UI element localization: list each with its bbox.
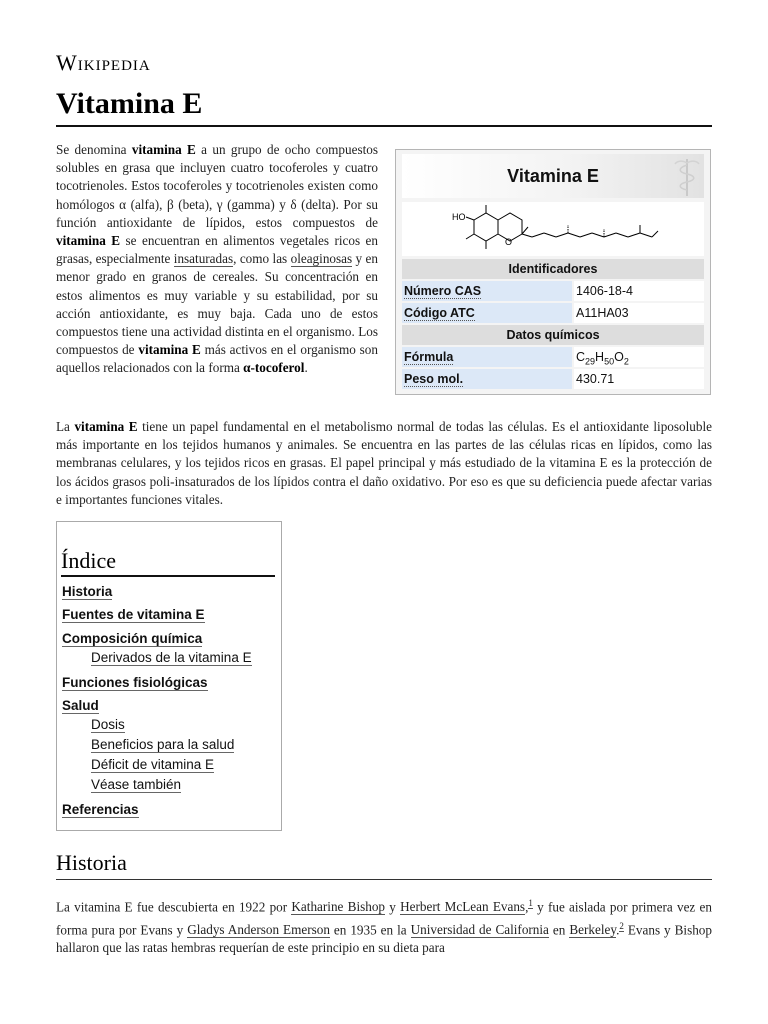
cas-label[interactable]: Número CAS bbox=[404, 284, 482, 298]
svg-text:O: O bbox=[505, 237, 513, 247]
toc-item-label: Historia bbox=[62, 584, 113, 599]
table-of-contents bbox=[56, 521, 282, 831]
toc-item-label: Composición química bbox=[62, 631, 203, 646]
toc-title: Índice bbox=[61, 548, 275, 577]
toc-item[interactable] bbox=[91, 650, 252, 665]
infobox-row-atc bbox=[402, 303, 704, 323]
toc-item-label: Déficit de vitamina E bbox=[91, 757, 215, 772]
toc-item-label: Fuentes de vitamina E bbox=[62, 607, 205, 622]
infobox-row-cas bbox=[402, 281, 704, 301]
toc-item[interactable] bbox=[62, 607, 205, 622]
toc-item[interactable] bbox=[91, 777, 181, 792]
historia-paragraph: La vitamina E fue descubierta en 1922 por Katharine Bishop y Herbert McLean Evans,$^1$ y fue aislada por primera vez en forma pura por Evans y Gladys Anderson Emerson en 1935 en la Universidad de California en Berkeley.$^2$ Evans y Bishop hallaron que las ratas hembras requerían de este principio en su dieta para bbox=[56, 898, 712, 956]
infobox bbox=[395, 149, 711, 395]
toc-item-label: Salud bbox=[62, 698, 99, 713]
infobox-row-mass bbox=[402, 369, 704, 389]
infobox-section-chemical: Datos químicos bbox=[402, 325, 704, 345]
tocopherol-structure-icon bbox=[446, 203, 660, 255]
link-insaturadas[interactable]: insaturadas bbox=[173, 251, 234, 267]
link-berkeley[interactable]: Berkeley bbox=[569, 921, 617, 937]
toc-item[interactable] bbox=[62, 675, 208, 690]
title-divider bbox=[56, 125, 712, 127]
caduceus-icon bbox=[674, 157, 700, 197]
mass-label[interactable]: Peso mol. bbox=[404, 372, 464, 386]
toc-item[interactable] bbox=[62, 631, 202, 646]
formula-label[interactable]: Fórmula bbox=[404, 350, 454, 364]
infobox-section-identifiers: Identificadores bbox=[402, 259, 704, 279]
body-paragraph: La vitamina E tiene un papel fundamental en el metabolismo normal de todas las células. Es el antioxidante liposoluble más importante en los tejidos humanos y animales. Se encuentra en las partes de las células ricas en lípidos, como las membranas celulares, y los tejidos ricos en grasas. El papel principal y más estudiado de la vitamina E es la protección de los ácidos grasos poli-insaturados de los lípidos contra el daño oxidativo. Por eso es que su deficiencia puede afectar varias e importantes funciones vitales. bbox=[56, 419, 712, 507]
page-title: Vitamina E bbox=[56, 87, 203, 120]
reference-link-2[interactable]: 2 bbox=[619, 920, 624, 931]
link-katharine-bishop[interactable]: Katharine Bishop bbox=[291, 899, 386, 915]
toc-item-label: Véase también bbox=[91, 777, 182, 792]
structure-image bbox=[402, 202, 704, 256]
toc-item[interactable] bbox=[91, 737, 234, 752]
section-divider bbox=[56, 879, 712, 880]
reference-link-1[interactable]: 1 bbox=[528, 898, 533, 908]
atc-label[interactable]: Código ATC bbox=[404, 306, 475, 320]
link-herbert-evans[interactable]: Herbert McLean Evans bbox=[400, 899, 526, 915]
formula-value: $C_{29}H_{50}O_2$ bbox=[574, 347, 704, 367]
toc-item[interactable] bbox=[62, 584, 112, 599]
infobox-row-formula bbox=[402, 347, 704, 367]
toc-item-label: Funciones fisiológicas bbox=[62, 675, 208, 690]
toc-item[interactable] bbox=[91, 717, 125, 732]
toc-item[interactable] bbox=[91, 757, 214, 772]
link-oleaginosas[interactable]: oleaginosas bbox=[290, 251, 353, 267]
cas-value: 1406-18-4 bbox=[574, 281, 704, 301]
toc-item-label: Referencias bbox=[62, 802, 139, 817]
toc-item-label: Derivados de la vitamina E bbox=[91, 650, 252, 665]
toc-item-label: Dosis bbox=[91, 717, 125, 732]
atc-value: A11HA03 bbox=[574, 303, 704, 323]
wikipedia-logo[interactable]: Wikipedia bbox=[56, 50, 151, 75]
toc-item[interactable] bbox=[62, 698, 99, 713]
section-heading-historia: Historia bbox=[56, 850, 127, 875]
infobox-title: Vitamina E bbox=[402, 154, 704, 198]
link-gladys-emerson[interactable]: Gladys Anderson Emerson bbox=[187, 921, 330, 937]
svg-text:HO: HO bbox=[452, 212, 466, 222]
toc-item[interactable] bbox=[62, 802, 139, 817]
mass-value: 430.71 bbox=[574, 369, 704, 389]
link-universidad-california[interactable]: Universidad de California bbox=[410, 921, 549, 937]
intro-paragraph: Se denomina vitamina E a un grupo de ocho compuestos solubles en grasa que incluyen cuatro tocoferoles y cuatro tocotrienoles. Estos tocoferoles y tocotrienoles existen como homólogos α (alfa), β (beta), γ (gamma) y δ (delta). Por su función antioxidante de lípidos, estos compuestos de vitamina E se encuentran en alimentos vegetales ricos en grasas, especialmente insaturadas, como las oleaginosas y en menor grado en granos de cereales. Su concentración en estos alimentos es muy variable y su estabilidad, por su acción antioxidante, es muy baja. Cada uno de estos compuestos tiene una actividad distinta en el organismo. Los compuestos de vitamina E más activos en el organismo son aquellos relacionados con la forma α-tocoferol. bbox=[56, 142, 378, 376]
toc-item-label: Beneficios para la salud bbox=[91, 737, 235, 752]
